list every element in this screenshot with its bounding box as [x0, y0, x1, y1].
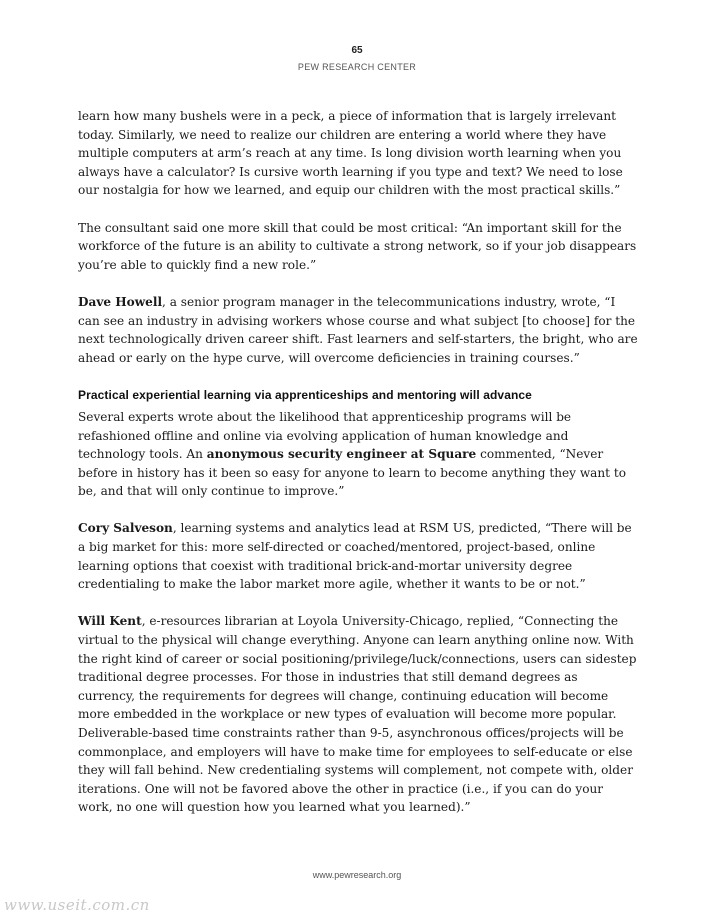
- expert-name-security-engineer: anonymous security engineer at Square: [206, 447, 477, 462]
- quote-security-engineer: commented, “Never before in history has it been so easy for anyone to learn to become anything they want to be, and that will only continue to improve.”: [78, 447, 627, 499]
- paragraph-will-kent: [78, 612, 638, 817]
- paragraph-cory-salveson: [78, 519, 638, 593]
- document-body: [78, 107, 638, 836]
- paragraph-nostalgia: learn how many bushels were in a peck, a piece of information that is largely irrelevant today. Similarly, we need to realize our children are entering a world where they have multiple computers at arm’s reach at any time. Is long division worth learning when you always have a calculator? Is cursive worth learning if you type and text? We need to lose our nostalgia for how we learned, and equip our children with the most practical skills.”: [78, 109, 623, 198]
- expert-name-cory-salveson: Cory Salveson: [78, 521, 173, 536]
- organization-name: PEW RESEARCH CENTER: [297, 62, 417, 72]
- section-heading: Practical experiential learning via apprenticeships and mentoring will advance: [78, 387, 532, 402]
- quote-dave-howell: , a senior program manager in the telecommunications industry, wrote, “I can see an industry in advising workers whose course and what subject [to choose] for the next technologically driven career shift. Fast learners and self-starters, the bright, who are ahead or early on the hype curve, will overcome deficiencies in training courses.”: [78, 294, 638, 365]
- paragraph-dave-howell: [78, 293, 638, 367]
- watermark: www.useit.com.cn: [4, 896, 150, 914]
- footer-url: www.pewresearch.org: [312, 870, 402, 880]
- apprenticeship-intro: Several experts wrote about the likelihood that apprenticeship programs will be refashioned offline and online via evolving application of human knowledge and technology tools. An: [78, 409, 572, 462]
- quote-cory-salveson: , learning systems and analytics lead at RSM US, predicted, “There will be a big market for this: more self-directed or coached/mentored, project-based, online learning options that coexist with traditional brick-and-mortar university degree credentialing to make the labor market more agile, whether it wants to be or not.”: [78, 521, 632, 592]
- paragraph-apprenticeship: [78, 408, 638, 501]
- expert-name-will-kent: Will Kent: [78, 614, 142, 629]
- expert-name-dave-howell: Dave Howell: [78, 294, 163, 309]
- page-number: 65: [351, 45, 363, 56]
- quote-will-kent: , e-resources librarian at Loyola University-Chicago, replied, “Connecting the virtual to the physical will change everything. Anyone can learn anything online now. With the right kind of career or social positioning/privilege/luck/connections, users can sidestep traditional degree processes. For those in industries that still demand degrees as currency, the requirements for degrees will change, continuing education will become more embedded in the workplace or new types of evaluation will become more popular. Deliverable-based time constraints rather than 9-5, asynchronous offices/projects will be commonplace, and employers will have to make time for employees to self-educate or else they will fall behind. New credentialing systems will complement, not compete with, older iterations. One will not be favored above the other in practice (i.e., if you can do your work, no one will question how you learned what you learned).”: [78, 614, 637, 815]
- paragraph-consultant: The consultant said one more skill that could be most critical: “An important skill for the workforce of the future is an ability to cultivate a strong network, so if your job disappears you’re able to quickly find a new role.”: [78, 220, 637, 272]
